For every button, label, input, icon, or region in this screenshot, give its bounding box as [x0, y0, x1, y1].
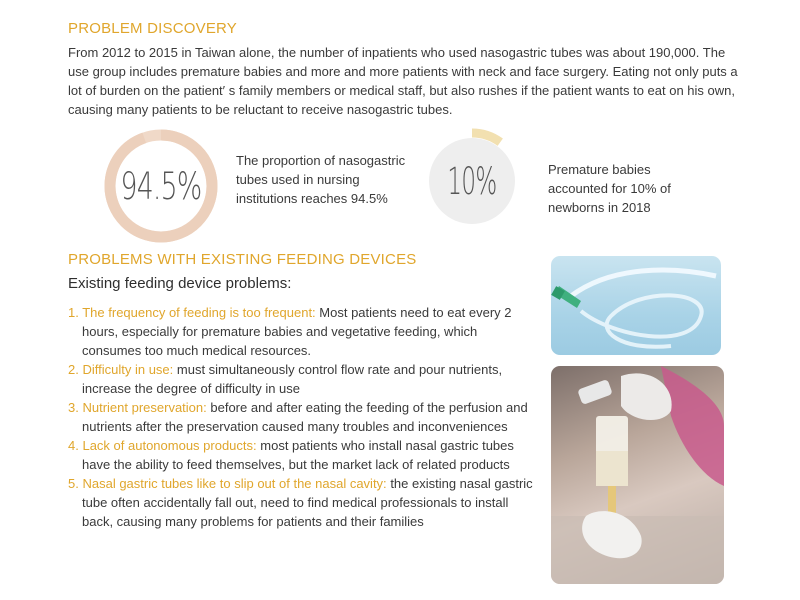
- item-title: The frequency of feeding is too frequent:: [82, 305, 316, 320]
- stat-ring-premature: [417, 126, 527, 236]
- list-item: [68, 360, 538, 398]
- section-heading-existing-devices: PROBLEMS WITH EXISTING FEEDING DEVICES: [68, 251, 417, 268]
- list-item: [68, 398, 538, 436]
- stat-value: 10%: [447, 159, 497, 203]
- feeding-illustration: [551, 366, 724, 584]
- item-number: 2.: [68, 362, 79, 377]
- tube-illustration: [551, 256, 721, 355]
- item-text: most patients who install nasal gastric tubes have the ability to feed themselves, but the market lack of related products: [82, 438, 514, 472]
- item-text: the existing nasal gastric tube often accidentally fall out, need to find medical professionals to install back, causing many problems for patients and their families: [82, 476, 533, 529]
- feeding-syringe-photo: [551, 366, 724, 584]
- list-item: [68, 474, 538, 531]
- item-title: Difficulty in use:: [82, 362, 174, 377]
- nasogastric-tube-photo: [551, 256, 721, 355]
- problem-list: [68, 303, 538, 531]
- stat-value: 94.5%: [120, 164, 202, 208]
- stat-ring-nursing: [101, 126, 221, 246]
- intro-paragraph: From 2012 to 2015 in Taiwan alone, the number of inpatients who used nasogastric tubes was about 190,000. The use group includes premature babies and more and more patients with neck and face surgery. Eating not only puts a lot of burden on the patient′ s family members or medical staff, but also rushes if the patient wants to eat on his own, causing many patients to be reluctant to receive nasogastric tubes.: [68, 45, 738, 117]
- item-number: 5.: [68, 476, 79, 491]
- item-title: Nutrient preservation:: [82, 400, 207, 415]
- item-title: Nasal gastric tubes like to slip out of the nasal cavity:: [82, 476, 387, 491]
- stat-description: Premature babies accounted for 10% of newborns in 2018: [548, 162, 671, 215]
- item-text: must simultaneously control flow rate and pour nutrients, increase the degree of difficulty in use: [82, 362, 503, 396]
- item-number: 3.: [68, 400, 79, 415]
- item-text: Most patients need to eat every 2 hours, especially for premature babies and vegetative feeding, which consumes too much medical resources.: [82, 305, 512, 358]
- list-item: [68, 303, 538, 360]
- item-text: before and after eating the feeding of the perfusion and nutrients after the preservation caused many troubles and inconveniences: [82, 400, 528, 434]
- item-title: Lack of autonomous products:: [82, 438, 257, 453]
- item-number: 4.: [68, 438, 79, 453]
- section-heading-problem-discovery: PROBLEM DISCOVERY: [68, 20, 238, 37]
- subheading: Existing feeding device problems:: [68, 275, 292, 292]
- list-item: [68, 436, 538, 474]
- item-number: 1.: [68, 305, 79, 320]
- stat-description: The proportion of nasogastric tubes used in nursing institutions reaches 94.5%: [236, 153, 406, 206]
